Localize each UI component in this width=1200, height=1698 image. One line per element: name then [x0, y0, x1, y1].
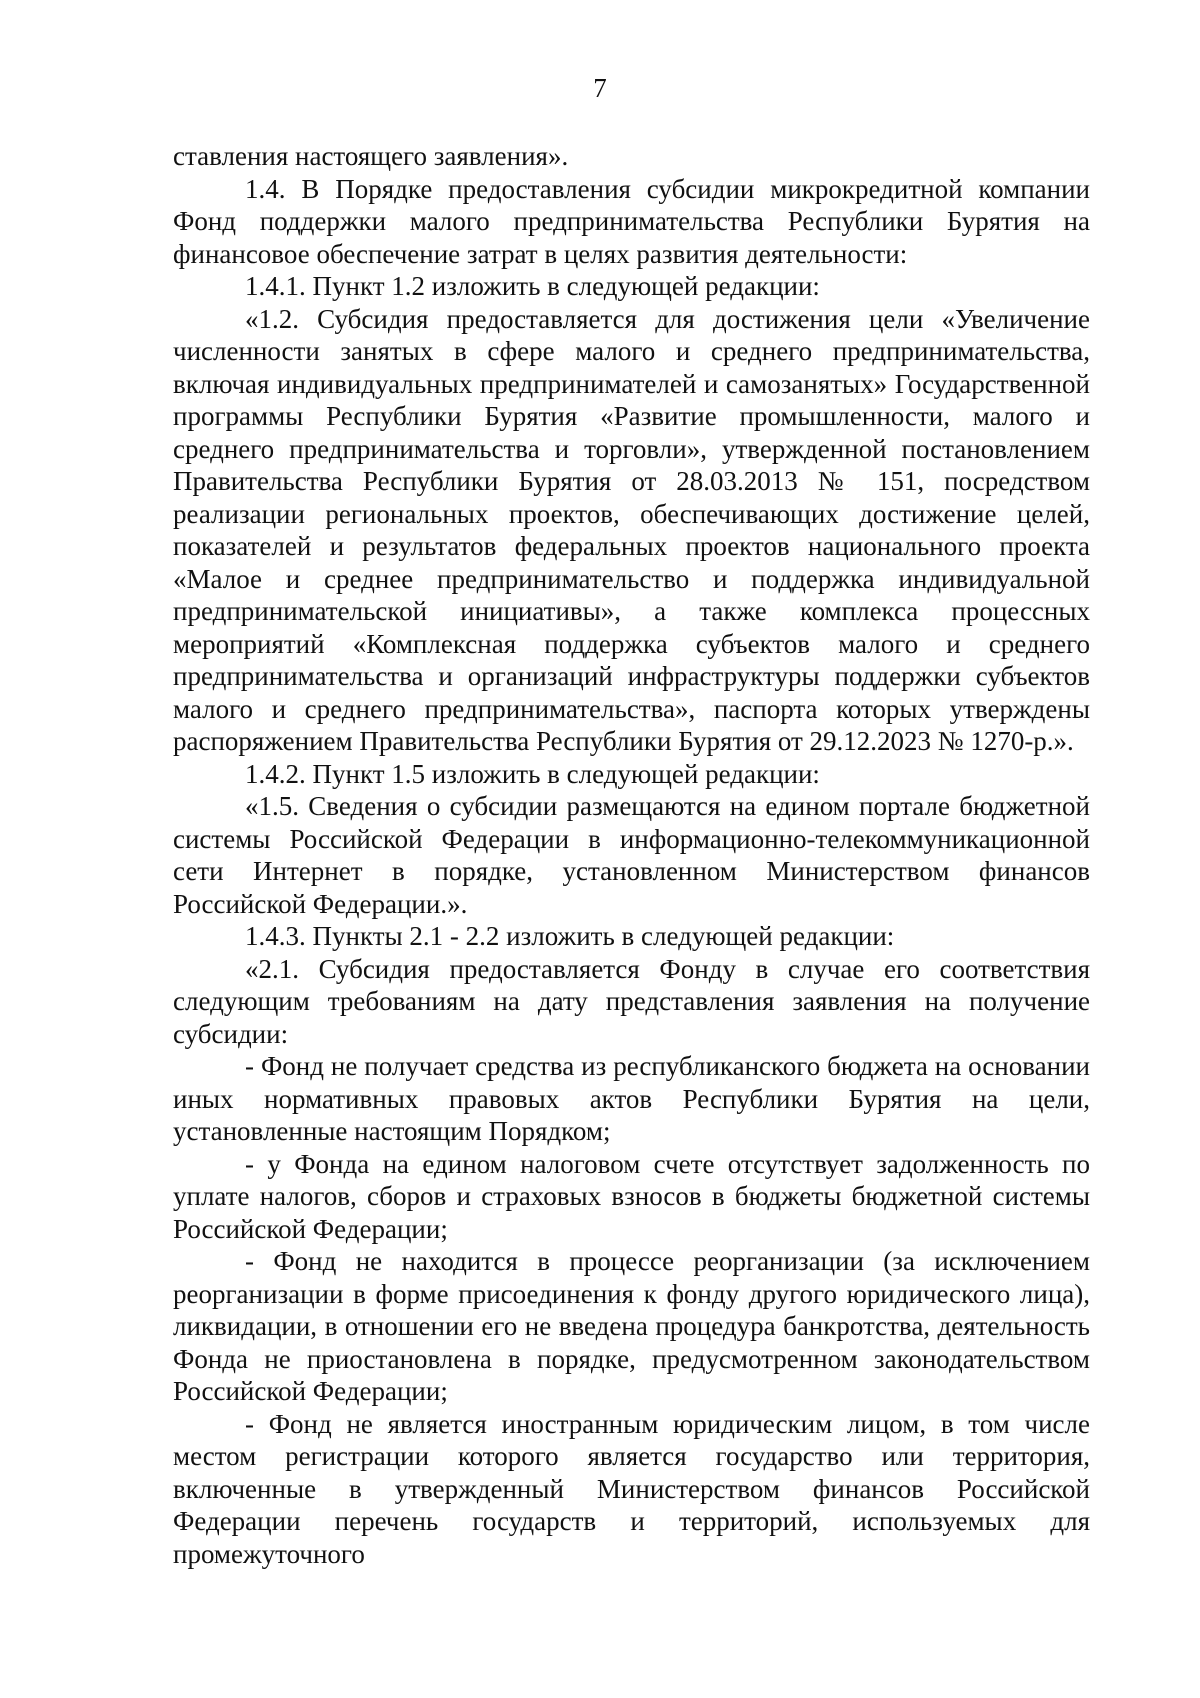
list-item-requirement: - Фонд не получает средства из республиканского бюджета на основании иных нормативных правовых актов Республики Бурятия на цели, установленные настоящим Порядком; — [173, 1051, 1090, 1146]
document-body — [173, 140, 1090, 1570]
paragraph-continuation: ставления настоящего заявления». — [173, 141, 569, 171]
paragraph-1-4: 1.4. В Порядке предоставления субсидии микрокредитной компании Фонд поддержки малого предпринимательства Республики Бурятия на финансовое обеспечение затрат в целях развития деятельности: — [173, 173, 1090, 269]
paragraph-1-4-2: 1.4.2. Пункт 1.5 изложить в следующей редакции: — [245, 758, 820, 789]
page-number: 7 — [593, 73, 607, 103]
paragraph-quote-2-1: «2.1. Субсидия предоставляется Фонду в случае его соответствия следующим требованиям на дату представления заявления на получение субсидии: — [173, 953, 1090, 1049]
paragraph-quote-1-2: «1.2. Субсидия предоставляется для достижения цели «Увеличение численности занятых в сфере малого и среднего предпринимательства, включая индивидуальных предпринимателей и самозанятых» Государственной программы Республики Бурятия «Развитие промышленности, малого и среднего предпринимательства и торговли», утвержденной постановлением Правительства Республики Бурятия от 28.03.2013 № 151, посредством реализации региональных проектов, обеспечивающих достижение целей, показателей и результатов федеральных проектов национального проекта «Малое и среднее предпринимательство и поддержка индивидуальной предпринимательской инициативы», а также комплекса процессных мероприятий «Комплексная поддержка субъектов малого и среднего предпринимательства и организаций инфраструктуры поддержки субъектов малого и среднего предпринимательства», паспорта которых утверждены распоряжением Правительства Республики Бурятия от 29.12.2023 № 1270-р.». — [173, 303, 1090, 756]
paragraph-1-4-1: 1.4.1. Пункт 1.2 изложить в следующей редакции: — [245, 271, 820, 301]
paragraph-quote-1-5: «1.5. Сведения о субсидии размещаются на едином портале бюджетной системы Российской Федерации в информационно-телекоммуникационной сети Интернет в порядке, установленном Министерством финансов Российской Федерации.». — [173, 791, 1090, 919]
paragraph-1-4-3: 1.4.3. Пункты 2.1 - 2.2 изложить в следующей редакции: — [245, 921, 895, 951]
list-item-requirement: - Фонд не является иностранным юридическим лицом, в том числе местом регистрации которого является государство или территория, включенные в утвержденный Министерством финансов Российской Федерации перечень государств и территорий, используемых для промежуточного — [173, 1408, 1090, 1569]
list-item-requirement: - Фонд не находится в процессе реорганизации (за исключением реорганизации в форме присоединения к фонду другого юридического лица), ликвидации, в отношении его не введена процедура банкротства, деятельность Фонда не приостановлена в порядке, предусмотренном законодательством Российской Федерации; — [173, 1246, 1090, 1406]
list-item-requirement: - у Фонда на едином налоговом счете отсутствует задолженность по уплате налогов, сборов и страховых взносов в бюджеты бюджетной системы Российской Федерации; — [173, 1148, 1090, 1244]
